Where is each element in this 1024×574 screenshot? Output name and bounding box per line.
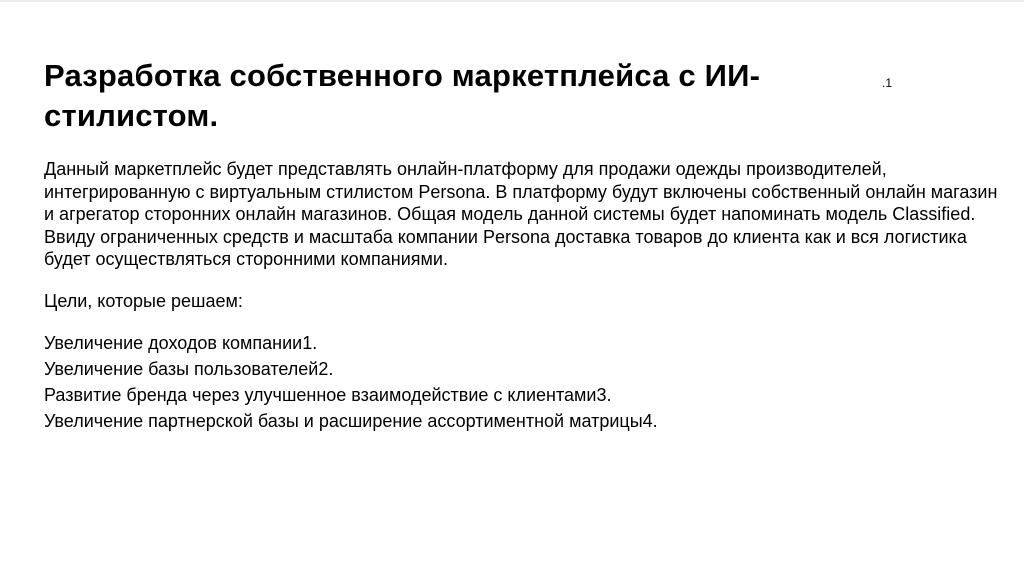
goals-list xyxy=(44,330,984,434)
goals-heading: Цели, которые решаем: xyxy=(44,291,243,311)
goal-item: Увеличение базы пользователей2. xyxy=(44,359,334,379)
slide-title: Разработка собственного маркетплейса с ИИ-стилистом. xyxy=(44,58,761,133)
goal-item: Увеличение партнерской базы и расширение ассортиментной матрицы4. xyxy=(44,411,658,431)
goal-item: Развитие бренда через улучшенное взаимодействие с клиентами3. xyxy=(44,385,612,405)
description-paragraph: Данный маркетплейс будет представлять онлайн-платформу для продажи одежды производителей, интегрированную с виртуальным стилистом Persona. В платформу будут включены собственный онлайн магазин и агрегатор сторонних онлайн магазинов. Общая модель данной системы будет напоминать модель Classified. Ввиду ограниченных средств и масштаба компании Persona доставка товаров до клиента как и вся логистика будет осуществляться сторонними компаниями. xyxy=(44,159,998,269)
slide-number: .1 xyxy=(882,76,893,90)
top-divider xyxy=(0,0,1024,2)
goal-item: Увеличение доходов компании1. xyxy=(44,333,318,353)
